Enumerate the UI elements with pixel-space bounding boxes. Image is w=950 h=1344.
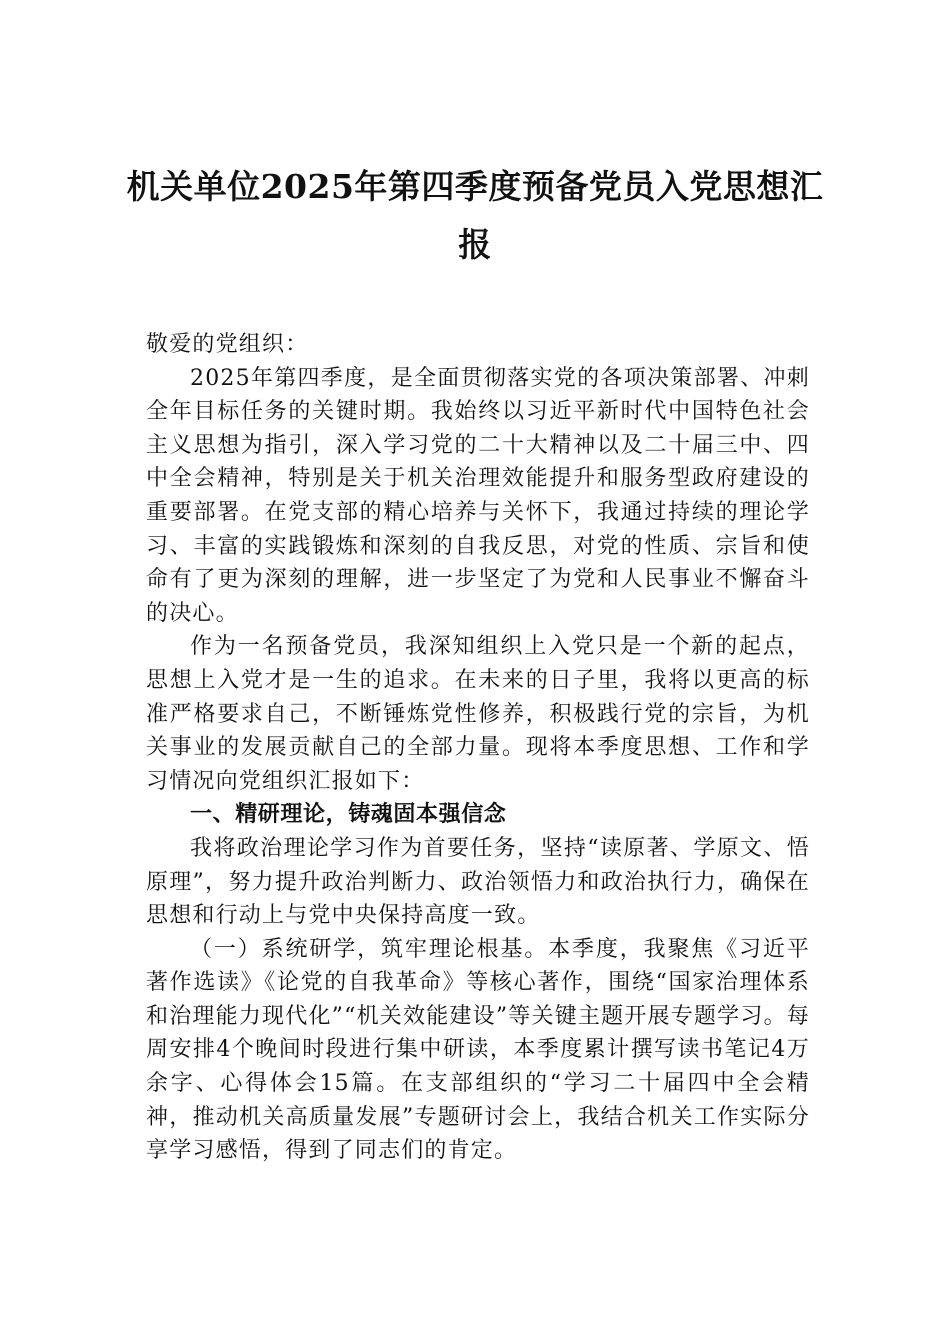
section-heading: 一、精研理论，铸魂固本强信念	[190, 802, 507, 828]
paragraph-section-intro: 我将政治理论学习作为首要任务，坚持“读原著、学原文、悟原理”，努力提升政治判断力、政治领悟力和政治执行力，确保在思想和行动上与党中央保持高度一致。	[146, 835, 810, 929]
document-body	[146, 328, 810, 1168]
paragraph-subsection-1: （一）系统研学，筑牢理论根基。本季度，我聚焦《习近平著作选读》《论党的自我革命》等核心著作，围绕“国家治理体系和治理能力现代化”“机关效能建设”等关键主题开展专题学习。每周安排4个晚间时段进行集中研读，本季度累计撰写读书笔记4万余字、心得体会15篇。在支部组织的“学习二十届四中全会精神，推动机关高质量发展”专题研讨会上，我结合机关工作实际分享学习感悟，得到了同志们的肯定。	[146, 936, 810, 1164]
paragraph-commitment: 作为一名预备党员，我深知组织上入党只是一个新的起点，思想上入党才是一生的追求。在未来的日子里，我将以更高的标准严格要求自己，不断锤炼党性修养，积极践行党的宗旨，为机关事业的发展贡献自己的全部力量。现将本季度思想、工作和学习情况向党组织汇报如下：	[146, 634, 810, 794]
paragraph-intro: 2025年第四季度，是全面贯彻落实党的各项决策部署、冲刺全年目标任务的关键时期。我始终以习近平新时代中国特色社会主义思想为指引，深入学习党的二十大精神以及二十届三中、四中全会精神，特别是关于机关治理效能提升和服务型政府建设的重要部署。在党支部的精心培养与关怀下，我通过持续的理论学习、丰富的实践锻炼和深刻的自我反思，对党的性质、宗旨和使命有了更为深刻的理解，进一步坚定了为党和人民事业不懈奋斗的决心。	[146, 365, 810, 626]
salutation: 敬爱的党组织：	[146, 332, 309, 357]
document-title: 机关单位2025年第四季度预备党员入党思想汇报	[126, 167, 824, 264]
